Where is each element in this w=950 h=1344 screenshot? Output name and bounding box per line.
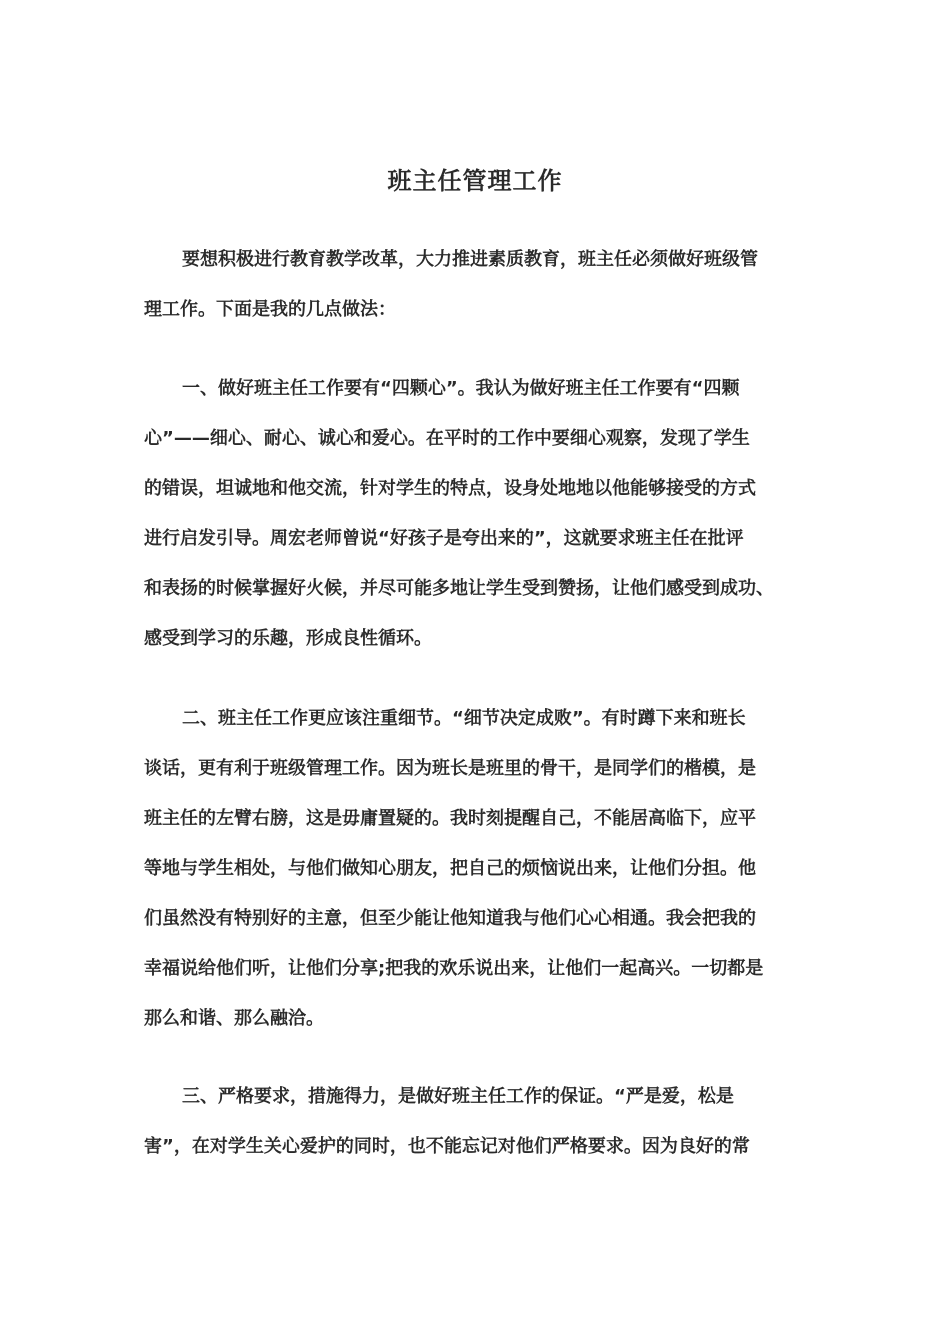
section2-line-7: 那么和谐、那么融洽。: [144, 1008, 324, 1029]
section2-line-5: 们虽然没有特别好的主意，但至少能让他知道我与他们心心相通。我会把我的: [144, 908, 756, 929]
section1-line-3: 的错误，坦诚地和他交流，针对学生的特点，设身处地地以他能够接受的方式: [144, 478, 756, 499]
section1-line-1: 一、做好班主任工作要有“四颗心”。我认为做好班主任工作要有“四颗: [182, 378, 740, 399]
intro-line-2: 理工作。下面是我的几点做法：: [144, 299, 396, 320]
intro-line-1: 要想积极进行教育教学改革，大力推进素质教育，班主任必须做好班级管: [182, 249, 758, 270]
document-title: 班主任管理工作: [387, 167, 563, 195]
section2-line-1: 二、班主任工作更应该注重细节。“细节决定成败”。有时蹲下来和班长: [182, 708, 746, 729]
section1-line-4: 进行启发引导。周宏老师曾说“好孩子是夸出来的”，这就要求班主任在批评: [144, 528, 744, 549]
section3-line-1: 三、严格要求，措施得力，是做好班主任工作的保证。“严是爱，松是: [182, 1086, 734, 1107]
section1-line-5: 和表扬的时候掌握好火候，并尽可能多地让学生受到赞扬，让他们感受到成功、: [144, 578, 774, 599]
section2-line-6: 幸福说给他们听，让他们分享;把我的欢乐说出来，让他们一起高兴。一切都是: [144, 958, 764, 979]
section3-line-2: 害”，在对学生关心爱护的同时，也不能忘记对他们严格要求。因为良好的常: [144, 1136, 750, 1157]
section1-line-6: 感受到学习的乐趣，形成良性循环。: [144, 628, 432, 649]
section1-line-2: 心”——细心、耐心、诚心和爱心。在平时的工作中要细心观察，发现了学生: [144, 428, 750, 449]
section2-line-4: 等地与学生相处，与他们做知心朋友，把自己的烦恼说出来，让他们分担。他: [144, 858, 756, 879]
section2-line-2: 谈话，更有利于班级管理工作。因为班长是班里的骨干，是同学们的楷模，是: [144, 758, 756, 779]
section2-line-3: 班主任的左臂右膀，这是毋庸置疑的。我时刻提醒自己，不能居高临下，应平: [144, 808, 756, 829]
